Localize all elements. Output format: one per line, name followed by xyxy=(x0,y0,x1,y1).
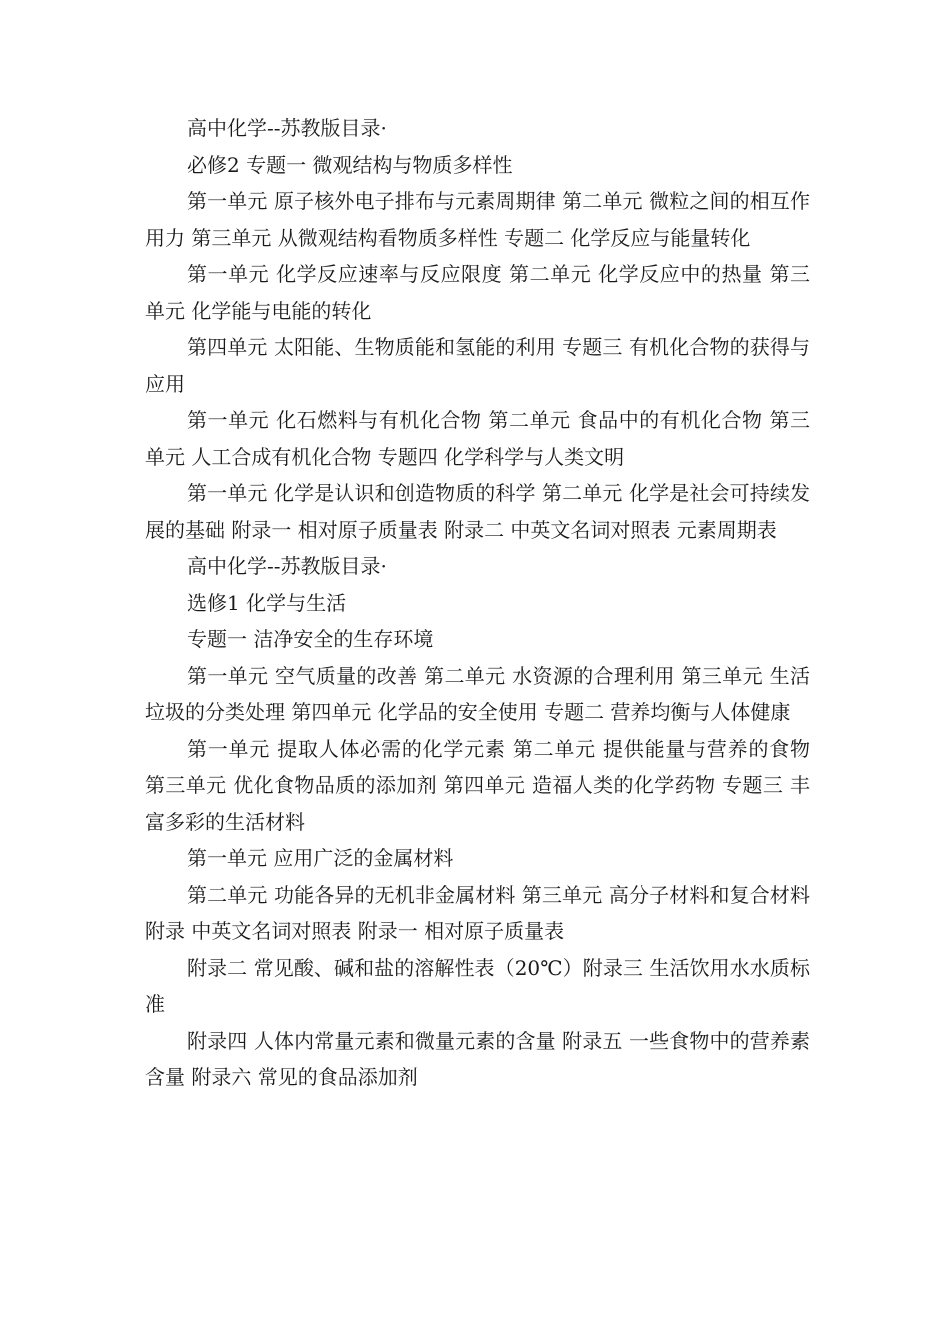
toc-paragraph: 第一单元 化石燃料与有机化合物 第二单元 食品中的有机化合物 第三单元 人工合成有机化合物 专题四 化学科学与人类文明 xyxy=(145,408,810,469)
document-body xyxy=(145,110,810,1096)
toc-heading-required: 高中化学--苏教版目录· xyxy=(187,116,387,140)
toc-paragraph: 第一单元 化学是认识和创造物质的科学 第二单元 化学是社会可持续发展的基础 附录一 相对原子质量表 附录二 中英文名词对照表 元素周期表 xyxy=(145,481,810,542)
toc-paragraph: 附录四 人体内常量元素和微量元素的含量 附录五 一些食物中的营养素含量 附录六 常见的食品添加剂 xyxy=(145,1028,810,1089)
toc-paragraph: 第一单元 提取人体必需的化学元素 第二单元 提供能量与营养的食物 第三单元 优化食物品质的添加剂 第四单元 造福人类的化学药物 专题三 丰富多彩的生活材料 xyxy=(145,736,810,834)
module-title-elective-1: 选修1 化学与生活 xyxy=(187,590,347,615)
toc-paragraph: 第二单元 功能各异的无机非金属材料 第三单元 高分子材料和复合材料 附录 中英文名词对照表 附录一 相对原子质量表 xyxy=(145,882,810,943)
toc-paragraph: 第四单元 太阳能、生物质能和氢能的利用 专题三 有机化合物的获得与应用 xyxy=(145,335,810,396)
module-title-required-2: 必修2 专题一 微观结构与物质多样性 xyxy=(187,152,513,177)
toc-paragraph: 第一单元 原子核外电子排布与元素周期律 第二单元 微粒之间的相互作用力 第三单元 从微观结构看物质多样性 专题二 化学反应与能量转化 xyxy=(145,189,810,250)
toc-paragraph: 第一单元 空气质量的改善 第二单元 水资源的合理利用 第三单元 生活垃圾的分类处理 第四单元 化学品的安全使用 专题二 营养均衡与人体健康 xyxy=(145,663,810,724)
topic-title: 专题一 洁净安全的生存环境 xyxy=(187,627,434,651)
toc-paragraph: 附录二 常见酸、碱和盐的溶解性表（20℃）附录三 生活饮用水水质标准 xyxy=(145,955,810,1016)
toc-paragraph: 第一单元 化学反应速率与反应限度 第二单元 化学反应中的热量 第三单元 化学能与电能的转化 xyxy=(145,262,810,323)
toc-heading-elective: 高中化学--苏教版目录· xyxy=(187,554,387,578)
toc-paragraph: 第一单元 应用广泛的金属材料 xyxy=(187,846,454,870)
